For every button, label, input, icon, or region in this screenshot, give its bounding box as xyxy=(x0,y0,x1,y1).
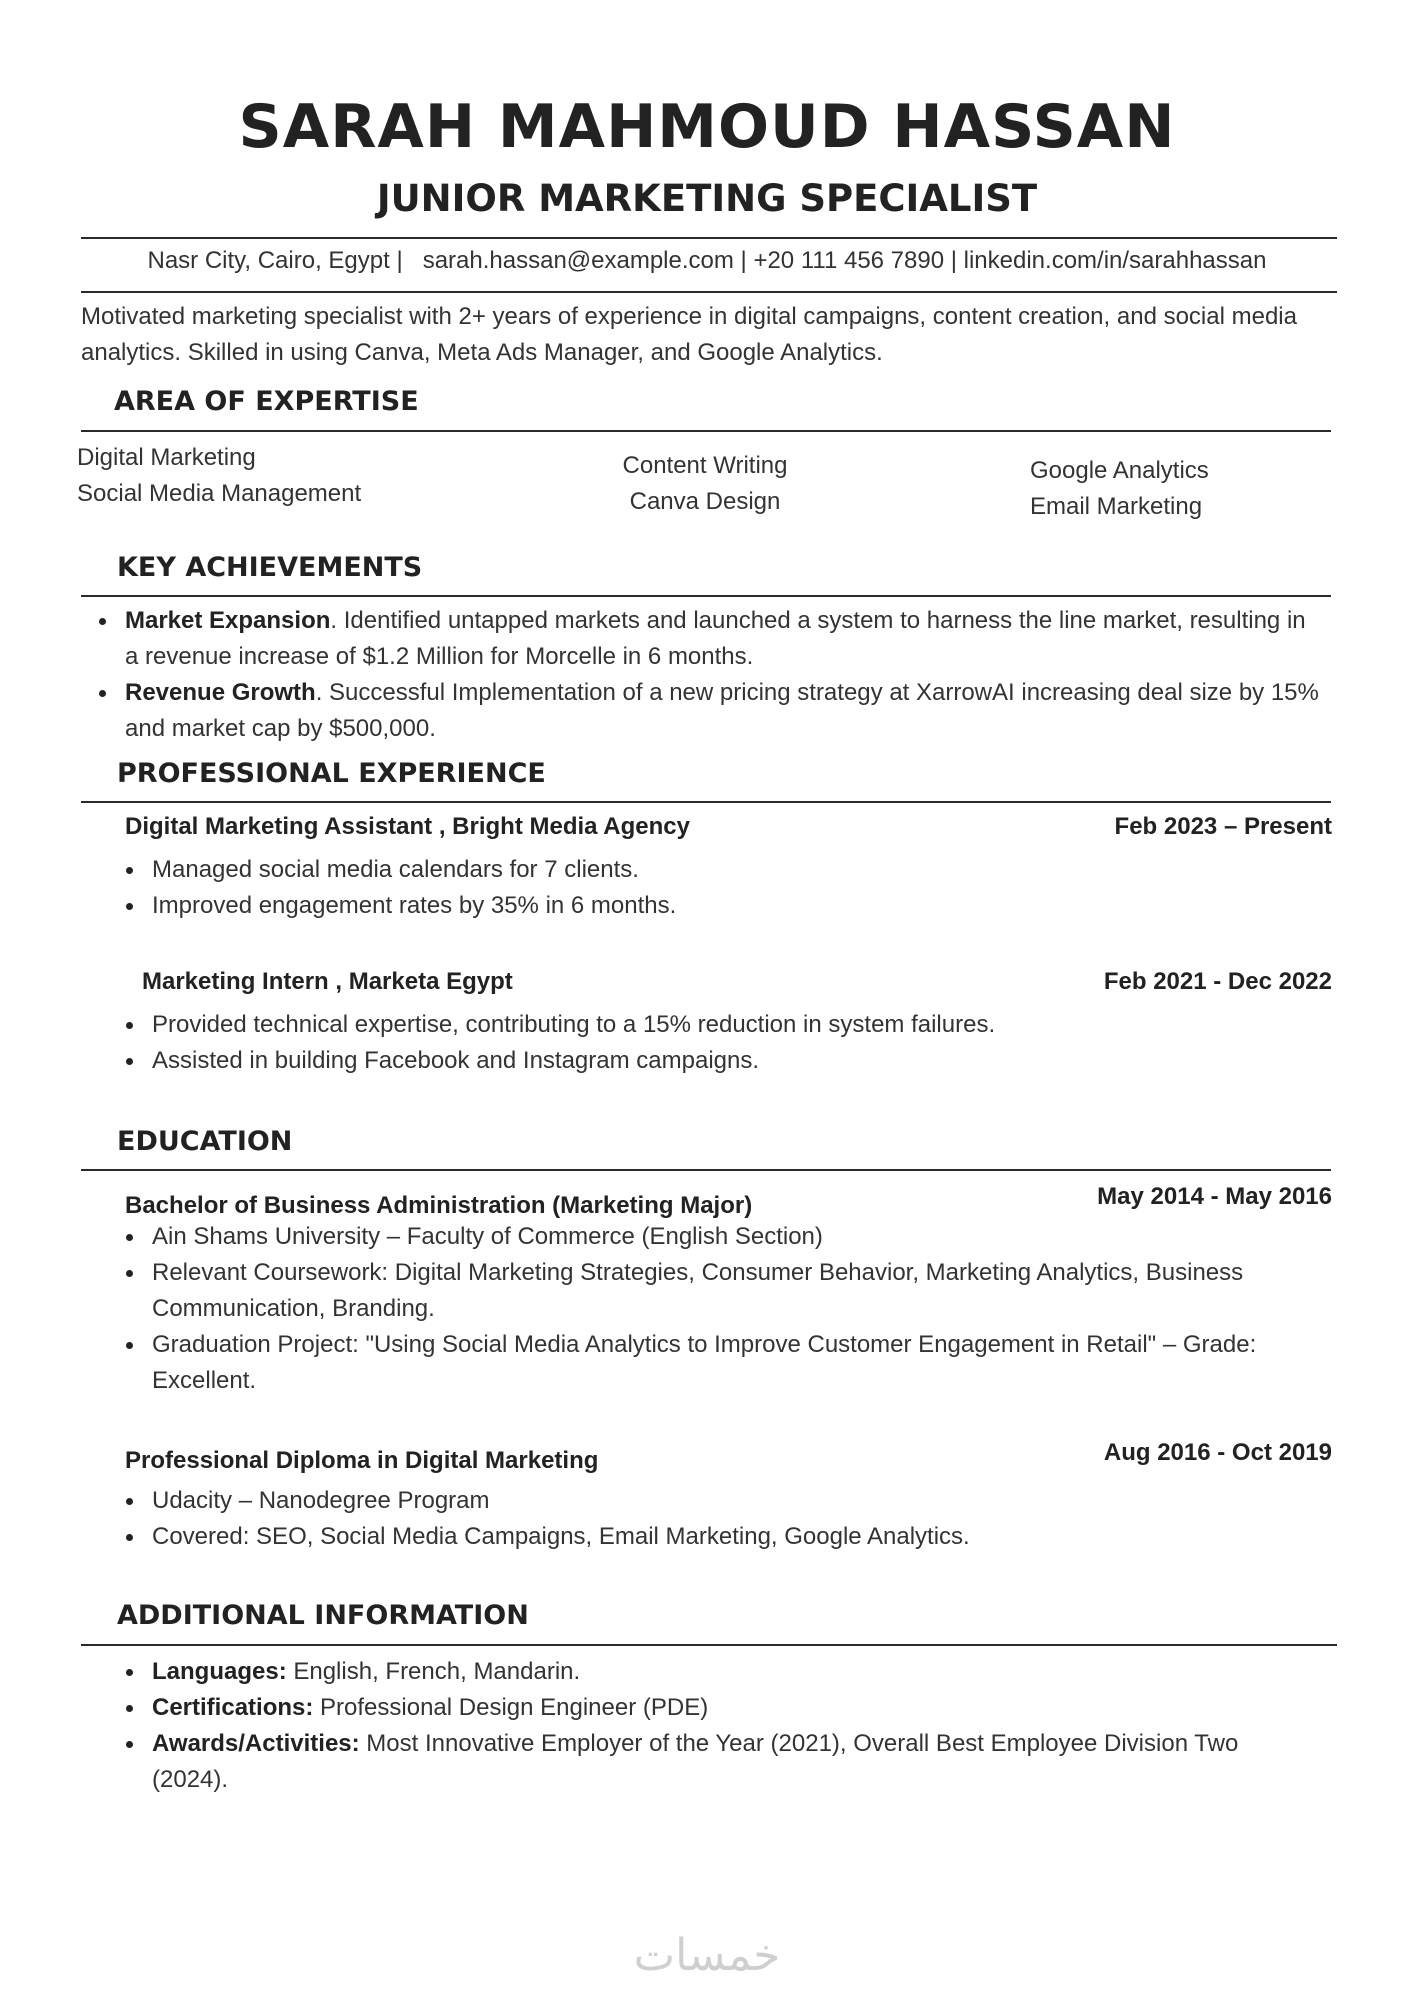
section-heading-expertise: AREA OF EXPERTISE xyxy=(114,386,419,417)
achievements-list xyxy=(125,603,1325,747)
job-entry-title: Digital Marketing Assistant , Bright Media Agency xyxy=(125,813,690,840)
summary: Motivated marketing specialist with 2+ years of experience in digital campaigns, content creation, and social media analytics. Skilled in using Canva, Meta Ads Manager, and Google Analytics. xyxy=(81,303,1297,366)
education-bullets xyxy=(152,1219,1292,1399)
list-item: Assisted in building Facebook and Instagram campaigns. xyxy=(152,1043,1332,1079)
list-item: Covered: SEO, Social Media Campaigns, Email Marketing, Google Analytics. xyxy=(152,1519,1292,1555)
expertise-item: Google Analytics xyxy=(1030,457,1209,484)
list-item: Awards/Activities: Most Innovative Employer of the Year (2021), Overall Best Employee Division Two (2024). xyxy=(152,1726,1292,1798)
divider xyxy=(81,801,1331,803)
job-entry-date: Feb 2021 - Dec 2022 xyxy=(1103,968,1332,995)
divider xyxy=(81,237,1337,239)
education-entry-title: Bachelor of Business Administration (Marketing Major) xyxy=(125,1192,753,1219)
list-item: Managed social media calendars for 7 clients. xyxy=(152,852,1332,888)
list-item: Improved engagement rates by 35% in 6 months. xyxy=(152,888,1332,924)
job-title: JUNIOR MARKETING SPECIALIST xyxy=(376,177,1038,220)
list-item: Revenue Growth. Successful Implementation of a new pricing strategy at XarrowAI increasing deal size by 15% and market cap by $500,000. xyxy=(125,675,1325,747)
expertise-item: Social Media Management xyxy=(77,480,362,507)
divider xyxy=(81,1644,1337,1646)
divider xyxy=(81,291,1337,293)
list-item: Languages: English, French, Mandarin. xyxy=(152,1654,1292,1690)
job-entry-title: Marketing Intern , Marketa Egypt xyxy=(142,968,513,995)
section-heading-education: EDUCATION xyxy=(117,1126,293,1157)
education-entry-date: May 2014 - May 2016 xyxy=(1097,1183,1332,1210)
list-item: Relevant Coursework: Digital Marketing Strategies, Consumer Behavior, Marketing Analytics, Business Communication, Branding. xyxy=(152,1255,1292,1327)
job-entry-date: Feb 2023 – Present xyxy=(1114,813,1332,840)
section-heading-additional: ADDITIONAL INFORMATION xyxy=(117,1600,529,1631)
expertise-item: Digital Marketing xyxy=(77,444,256,471)
list-item: Provided technical expertise, contributing to a 15% reduction in system failures. xyxy=(152,1007,1332,1043)
job-bullets xyxy=(152,1007,1332,1079)
expertise-item: Content Writing xyxy=(622,452,788,479)
divider xyxy=(81,1169,1331,1171)
divider xyxy=(81,595,1331,597)
education-bullets xyxy=(152,1483,1292,1555)
expertise-item: Email Marketing xyxy=(1030,493,1203,520)
list-item: Certifications: Professional Design Engineer (PDE) xyxy=(152,1690,1292,1726)
contact-line: Nasr City, Cairo, Egypt | sarah.hassan@example.com | +20 111 456 7890 | linkedin.com/in/sarahhassan xyxy=(147,247,1267,274)
list-item: Udacity – Nanodegree Program xyxy=(152,1483,1292,1519)
expertise-item: Canva Design xyxy=(629,488,781,515)
list-item: Graduation Project: "Using Social Media Analytics to Improve Customer Engagement in Retail" – Grade: Excellent. xyxy=(152,1327,1292,1399)
list-item: Market Expansion. Identified untapped markets and launched a system to harness the line market, resulting in a revenue increase of $1.2 Million for Morcelle in 6 months. xyxy=(125,603,1325,675)
divider xyxy=(81,430,1331,432)
job-bullets xyxy=(152,852,1332,924)
section-heading-achievements: KEY ACHIEVEMENTS xyxy=(117,552,423,583)
candidate-name: SARAH MAHMOUD HASSAN xyxy=(238,92,1176,162)
additional-list xyxy=(152,1654,1292,1798)
education-entry-title: Professional Diploma in Digital Marketing xyxy=(125,1447,599,1474)
list-item: Ain Shams University – Faculty of Commerce (English Section) xyxy=(152,1219,1292,1255)
watermark-logo: خمسات xyxy=(633,1930,781,1981)
education-entry-date: Aug 2016 - Oct 2019 xyxy=(1103,1439,1332,1466)
section-heading-experience: PROFESSIONAL EXPERIENCE xyxy=(117,758,546,789)
